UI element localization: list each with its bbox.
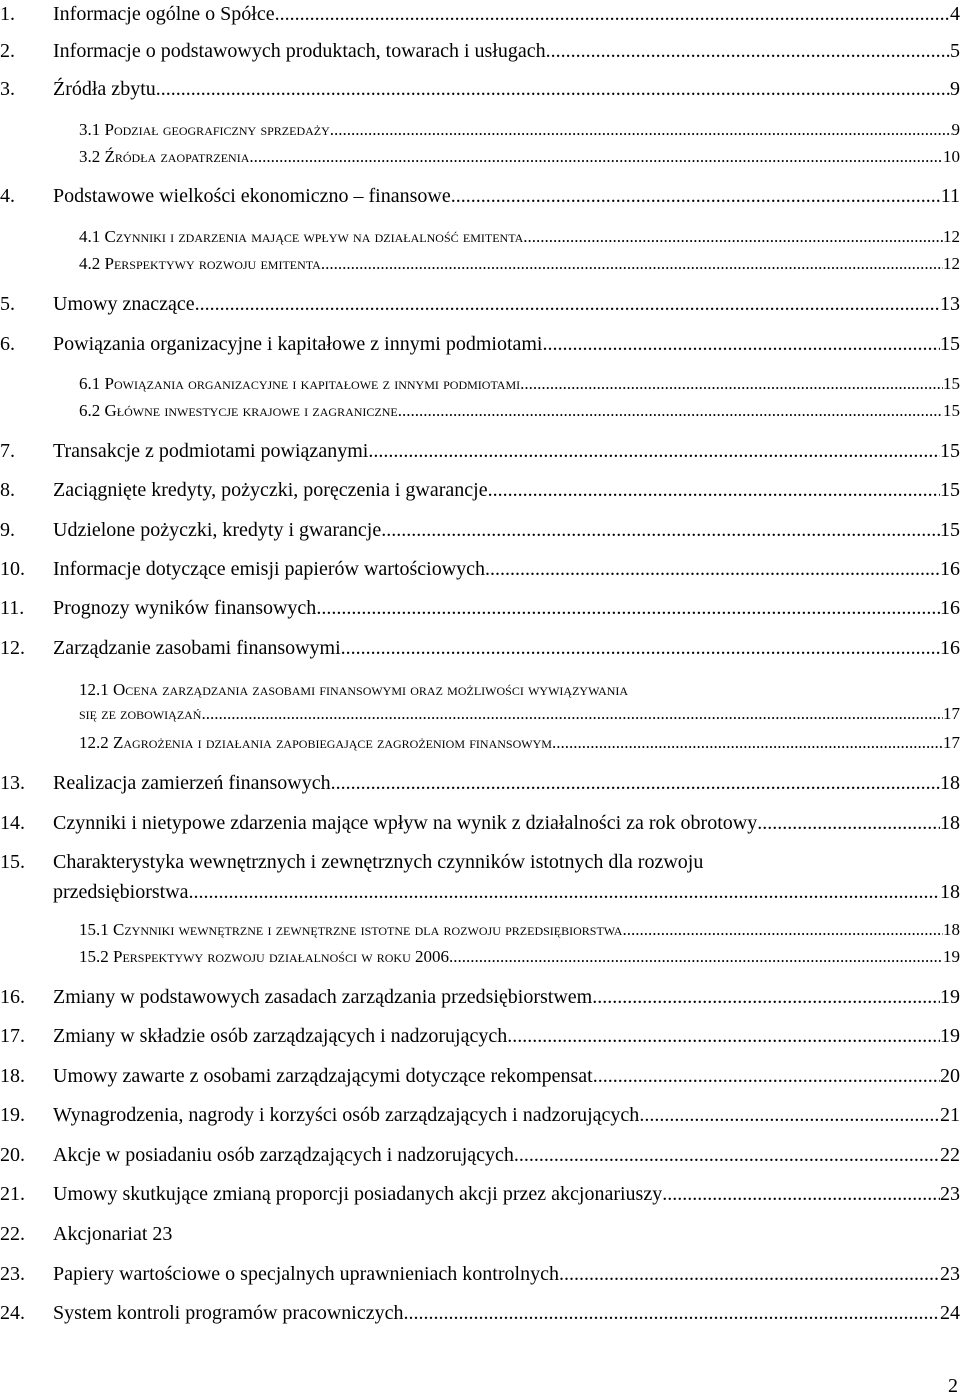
toc-entry-number: 15. [0, 851, 25, 873]
toc-entry-page: 16 [940, 558, 960, 580]
toc-entry-title: Zarządzanie zasobami finansowymi [53, 637, 341, 659]
toc-entry-page: 18 [940, 772, 960, 794]
toc-entry-page: 15 [940, 479, 960, 501]
toc-entry-page: 10 [943, 147, 960, 166]
toc-entry-number: 4. [0, 185, 15, 207]
toc-entry-number: 13. [0, 772, 25, 794]
dot-leader [368, 435, 940, 467]
dot-leader [316, 592, 940, 624]
toc-subentry-title: 6.1 Powiązania organizacyjne i kapitałowe z innymi podmiotami [79, 374, 521, 393]
toc-entry-number: 6. [0, 333, 15, 355]
dot-leader [546, 35, 950, 67]
toc-entry-page: 12 [943, 254, 960, 273]
toc-entry-page: 19 [940, 1025, 960, 1047]
dot-leader [485, 553, 940, 585]
toc-entry-page: 21 [940, 1104, 960, 1126]
toc-subentry-title-line1: 12.1 Ocena zarządzania zasobami finansowymi oraz możliwości wywiązywania [79, 680, 629, 699]
toc-entry-page: 11 [940, 185, 960, 207]
toc-entry-page: 18 [940, 881, 960, 903]
toc-entry[interactable] [0, 846, 960, 912]
toc-entry-title-line1: Charakterystyka wewnętrznych i zewnętrznych czynników istotnych dla rozwoju [53, 851, 704, 873]
toc-entry[interactable] [0, 35, 960, 67]
toc-entry[interactable] [0, 981, 960, 1013]
dot-leader [451, 180, 941, 212]
toc-entry-title: Umowy zawarte z osobami zarządzającymi dotyczące rekompensat [53, 1065, 593, 1087]
toc-entry[interactable] [0, 1139, 960, 1171]
dot-leader [507, 1020, 940, 1052]
toc-entry[interactable] [0, 180, 960, 212]
toc-entry-title: Akcje w posiadaniu osób zarządzających i nadzorujących [53, 1144, 514, 1166]
toc-entry-page: 15 [940, 440, 960, 462]
toc-entry[interactable] [0, 1218, 960, 1250]
toc-entry[interactable] [0, 1297, 960, 1329]
toc-entry-number: 2. [0, 40, 15, 62]
dot-leader [195, 288, 940, 320]
dot-leader [593, 1060, 940, 1092]
toc-entry[interactable] [0, 1099, 960, 1131]
toc-entry-page: 12 [943, 227, 960, 246]
toc-entry-title: System kontroli programów pracowniczych [53, 1302, 404, 1324]
toc-entry-page: 17 [943, 704, 960, 723]
toc-entry-number: 24. [0, 1302, 25, 1324]
toc-entry-title: Udzielone pożyczki, kredyty i gwarancje [53, 519, 382, 541]
toc-entry-title: Informacje ogólne o Spółce [53, 3, 275, 25]
toc-entry-title: Podstawowe wielkości ekonomiczno – finansowe [53, 185, 451, 207]
toc-entry-number: 1. [0, 3, 15, 25]
toc-entry-number: 21. [0, 1183, 25, 1205]
toc-entry[interactable] [0, 288, 960, 320]
toc-entry-title: Informacje dotyczące emisji papierów wartościowych [53, 558, 486, 580]
dot-leader [331, 767, 940, 799]
toc-entry[interactable] [0, 632, 960, 664]
dot-leader [559, 1258, 940, 1290]
toc-entry-number: 3. [0, 78, 15, 100]
toc-subentry[interactable] [0, 674, 960, 730]
toc-entry[interactable] [0, 73, 960, 105]
toc-entry-title: Zmiany w składzie osób zarządzających i nadzorujących [53, 1025, 508, 1047]
toc-entry-page: 15 [940, 333, 960, 355]
dot-leader [398, 395, 943, 427]
dot-leader [488, 474, 940, 506]
dot-leader [341, 632, 940, 664]
toc-entry-title: przedsiębiorstwa [53, 881, 189, 903]
toc-entry-page: 19 [943, 947, 960, 966]
toc-subentry-title: 4.1 Czynniki i zdarzenia mające wpływ na działalność emitenta [79, 227, 524, 246]
dot-leader [552, 727, 943, 759]
toc-entry-page: 9 [950, 78, 960, 100]
toc-entry[interactable] [0, 328, 960, 360]
toc-entry[interactable] [0, 1178, 960, 1210]
dot-leader [662, 1178, 940, 1210]
toc-subentry[interactable] [0, 727, 960, 759]
toc-entry-number: 23. [0, 1263, 25, 1285]
dot-leader [275, 0, 950, 30]
toc-subentry[interactable] [0, 141, 960, 173]
dot-leader [189, 876, 940, 908]
toc-entry[interactable] [0, 0, 960, 30]
toc-entry-page: 23 [940, 1183, 960, 1205]
toc-entry-number: 8. [0, 479, 15, 501]
toc-subentry[interactable] [0, 395, 960, 427]
toc-entry-page: 24 [940, 1302, 960, 1324]
toc-entry[interactable] [0, 1060, 960, 1092]
toc-entry[interactable] [0, 767, 960, 799]
toc-subentry-title: 12.2 Zagrożenia i działania zapobiegające zagrożeniom finansowym [79, 733, 552, 752]
toc-entry-title: Wynagrodzenia, nagrody i korzyści osób zarządzających i nadzorujących [53, 1104, 640, 1126]
toc-entry-page: 22 [940, 1144, 960, 1166]
toc-entry-title: Prognozy wyników finansowych [53, 597, 317, 619]
toc-entry-page: 15 [943, 401, 960, 420]
toc-subentry-title: 3.1 Podział geograficzny sprzedaży [79, 120, 330, 139]
toc-entry-number: 20. [0, 1144, 25, 1166]
toc-entry-title: Zaciągnięte kredyty, pożyczki, poręczenia i gwarancje [53, 479, 488, 501]
toc-entry-page: 17 [943, 733, 960, 752]
toc-entry[interactable] [0, 553, 960, 585]
toc-entry-page: 5 [950, 40, 960, 62]
toc-entry-page: 16 [940, 597, 960, 619]
toc-subentry-title: 15.1 Czynniki wewnętrzne i zewnętrzne istotne dla rozwoju przedsiębiorstwa [79, 920, 623, 939]
toc-entry-number: 16. [0, 986, 25, 1008]
toc-entry[interactable] [0, 514, 960, 546]
page-number: 2 [948, 1375, 958, 1397]
toc-entry-page: 23 [940, 1263, 960, 1285]
toc-subentry-title: 3.2 Źródła zaopatrzenia [79, 147, 250, 166]
toc-entry-title: Papiery wartościowe o specjalnych uprawnieniach kontrolnych [53, 1263, 559, 1285]
dot-leader [156, 73, 950, 105]
dot-leader [543, 328, 941, 360]
dot-leader [449, 941, 943, 973]
toc-entry[interactable] [0, 435, 960, 467]
toc-entry-page: 18 [943, 920, 960, 939]
toc-entry[interactable] [0, 807, 960, 839]
toc-entry-number: 14. [0, 812, 25, 834]
toc-subentry-title: 15.2 Perspektywy rozwoju działalności w roku 2006 [79, 947, 450, 966]
toc-entry-number: 11. [0, 597, 25, 619]
dot-leader [757, 807, 940, 839]
toc-entry-number: 9. [0, 519, 15, 541]
toc-entry-title: Realizacja zamierzeń finansowych [53, 772, 331, 794]
toc-subentry[interactable] [0, 248, 960, 280]
toc-entry-page: 13 [940, 293, 960, 315]
toc-entry-page: 18 [940, 812, 960, 834]
toc-subentry-title: 4.2 Perspektywy rozwoju emitenta [79, 254, 321, 273]
toc-entry-page: 19 [940, 986, 960, 1008]
toc-entry-number: 22. [0, 1223, 25, 1245]
toc-entry-page: 4 [950, 3, 960, 25]
toc-subentry[interactable] [0, 941, 960, 973]
toc-entry-page: 15 [940, 519, 960, 541]
dot-leader [201, 698, 943, 730]
toc-subentry-title: 6.2 Główne inwestycje krajowe i zagraniczne [79, 401, 398, 420]
toc-entry-number: 12. [0, 637, 25, 659]
toc-subentry-title: się ze zobowiązań [79, 704, 202, 723]
dot-leader [592, 981, 940, 1013]
toc-entry[interactable] [0, 1258, 960, 1290]
toc-entry-title: Źródła zbytu [53, 78, 156, 100]
toc-entry[interactable] [0, 592, 960, 624]
toc-entry-page: 20 [940, 1065, 960, 1087]
toc-entry-number: 10. [0, 558, 25, 580]
dot-leader [403, 1297, 940, 1329]
toc-entry-title: Transakcje z podmiotami powiązanymi [53, 440, 369, 462]
dot-leader [249, 141, 943, 173]
dot-leader [381, 514, 940, 546]
toc-entry-title: Akcjonariat 23 [53, 1223, 173, 1245]
toc-entry-page: 16 [940, 637, 960, 659]
toc-entry-title: Informacje o podstawowych produktach, towarach i usługach [53, 40, 546, 62]
toc-entry-number: 7. [0, 440, 15, 462]
dot-leader [514, 1139, 940, 1171]
toc-entry-page: 15 [943, 374, 960, 393]
toc-entry-title: Zmiany w podstawowych zasadach zarządzania przedsiębiorstwem [53, 986, 593, 1008]
toc-entry-title: Powiązania organizacyjne i kapitałowe z innymi podmiotami [53, 333, 543, 355]
toc-entry[interactable] [0, 1020, 960, 1052]
toc-entry-title: Czynniki i nietypowe zdarzenia mające wpływ na wynik z działalności za rok obrotowy [53, 812, 758, 834]
toc-entry-number: 5. [0, 293, 15, 315]
toc-entry-number: 18. [0, 1065, 25, 1087]
dot-leader [639, 1099, 940, 1131]
toc-entry-page: 9 [951, 120, 960, 139]
toc-entry-title: Umowy znaczące [53, 293, 195, 315]
toc-entry[interactable] [0, 474, 960, 506]
dot-leader [321, 248, 943, 280]
toc-entry-number: 19. [0, 1104, 25, 1126]
toc-entry-number: 17. [0, 1025, 25, 1047]
toc-entry-title: Umowy skutkujące zmianą proporcji posiadanych akcji przez akcjonariuszy [53, 1183, 663, 1205]
